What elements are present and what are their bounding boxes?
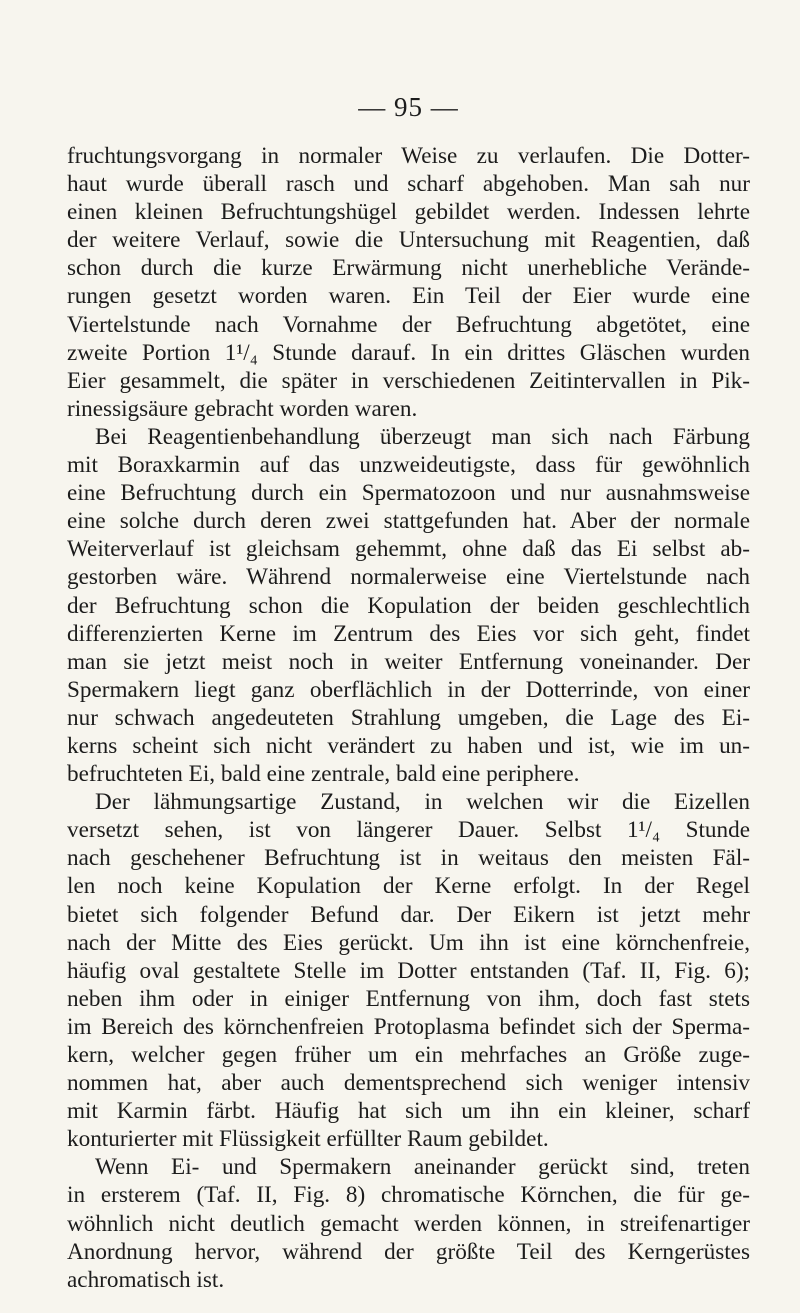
text-line: der Befruchtung schon die Kopulation der beiden geschlechtlich (67, 592, 750, 619)
text-line: mit Karmin färbt. Häufig hat sich um ihn ein kleiner, scharf (67, 1098, 750, 1125)
text-line: häufig oval gestaltete Stelle im Dotter entstanden (Taf. II, Fig. 6); (67, 957, 750, 984)
text-line: wöhnlich nicht deutlich gemacht werden können, in streifenartiger (67, 1210, 750, 1237)
text-line: mit Boraxkarmin auf das unzweideutigste, dass für gewöhnlich (67, 452, 750, 479)
text-line: befruchteten Ei, bald eine zentrale, bald eine periphere. (67, 761, 580, 788)
paragraph (67, 788, 750, 1153)
text-line: Eier gesammelt, die später in verschiedenen Zeitintervallen in Pik- (67, 367, 750, 394)
text-line: haut wurde überall rasch und scharf abgehoben. Man sah nur (67, 171, 750, 198)
text-line: gestorben wäre. Während normalerweise eine Viertelstunde nach (67, 564, 750, 591)
text-line: bietet sich folgender Befund dar. Der Eikern ist jetzt mehr (67, 901, 750, 928)
body-text (67, 142, 750, 1294)
text-line: Weiterverlauf ist gleichsam gehemmt, ohne daß das Ei selbst ab- (67, 536, 750, 563)
text-line: differenzierten Kerne im Zentrum des Eies vor sich geht, findet (67, 620, 750, 647)
text-line: zweite Portion 1¹/₄ Stunde darauf. In ein drittes Gläschen wurden (67, 339, 750, 366)
book-page (67, 92, 750, 1294)
paragraph (67, 1153, 750, 1293)
text-line: kern, welcher gegen früher um ein mehrfaches an Größe zuge- (67, 1042, 750, 1068)
text-line: Anordnung hervor, während der größte Teil des Kerngerüstes (67, 1238, 750, 1265)
text-line: konturierter mit Flüssigkeit erfüllter Raum gebildet. (67, 1126, 549, 1153)
text-line: eine Befruchtung durch ein Spermatozoon und nur ausnahmsweise (67, 480, 750, 507)
text-line: nommen hat, aber auch dementsprechend sich weniger intensiv (67, 1070, 750, 1097)
text-line: Viertelstunde nach Vornahme der Befruchtung abgetötet, eine (67, 311, 750, 338)
text-line: schon durch die kurze Erwärmung nicht unerhebliche Verände- (67, 255, 750, 282)
text-line: kerns scheint sich nicht verändert zu haben und ist, wie im un- (67, 732, 750, 759)
text-line: achromatisch ist. (67, 1266, 225, 1293)
text-line: versetzt sehen, ist von längerer Dauer. Selbst 1¹/₄ Stunde (67, 817, 750, 844)
text-line: neben ihm oder in einiger Entfernung von ihm, doch fast stets (67, 985, 750, 1012)
paragraph (67, 142, 750, 423)
text-line: einen kleinen Befruchtungshügel gebildet werden. Indessen lehrte (67, 199, 750, 226)
text-line: nach der Mitte des Eies gerückt. Um ihn ist eine körnchenfreie, (67, 929, 750, 956)
text-line: rungen gesetzt worden waren. Ein Teil der Eier wurde eine (67, 283, 750, 310)
text-line: rinessigsäure gebracht worden waren. (67, 395, 418, 422)
text-line: fruchtungsvorgang in normaler Weise zu verlaufen. Die Dotter- (67, 143, 750, 169)
text-line: im Bereich des körnchenfreien Protoplasma befindet sich der Sperma- (67, 1013, 750, 1040)
text-line: nach geschehener Befruchtung ist in weitaus den meisten Fäl- (67, 845, 750, 872)
paragraph (67, 423, 750, 788)
text-line: Der lähmungsartige Zustand, in welchen wir die Eizellen (95, 789, 750, 816)
text-line: Spermakern liegt ganz oberflächlich in der Dotterrinde, von einer (67, 676, 750, 703)
text-line: nur schwach angedeuteten Strahlung umgeben, die Lage des Ei- (67, 704, 750, 731)
text-line: in ersterem (Taf. II, Fig. 8) chromatische Körnchen, die für ge- (67, 1182, 750, 1209)
text-line: len noch keine Kopulation der Kerne erfolgt. In der Regel (67, 873, 750, 900)
text-line: man sie jetzt meist noch in weiter Entfernung voneinander. Der (67, 648, 750, 675)
page-number: — 95 — (358, 92, 459, 122)
text-line: Bei Reagentienbehandlung überzeugt man sich nach Färbung (95, 423, 750, 450)
text-line: Wenn Ei- und Spermakern aneinander gerückt sind, treten (95, 1154, 750, 1181)
text-line: eine solche durch deren zwei stattgefunden hat. Aber der normale (67, 508, 750, 535)
text-line: der weitere Verlauf, sowie die Untersuchung mit Reagentien, daß (67, 227, 750, 254)
